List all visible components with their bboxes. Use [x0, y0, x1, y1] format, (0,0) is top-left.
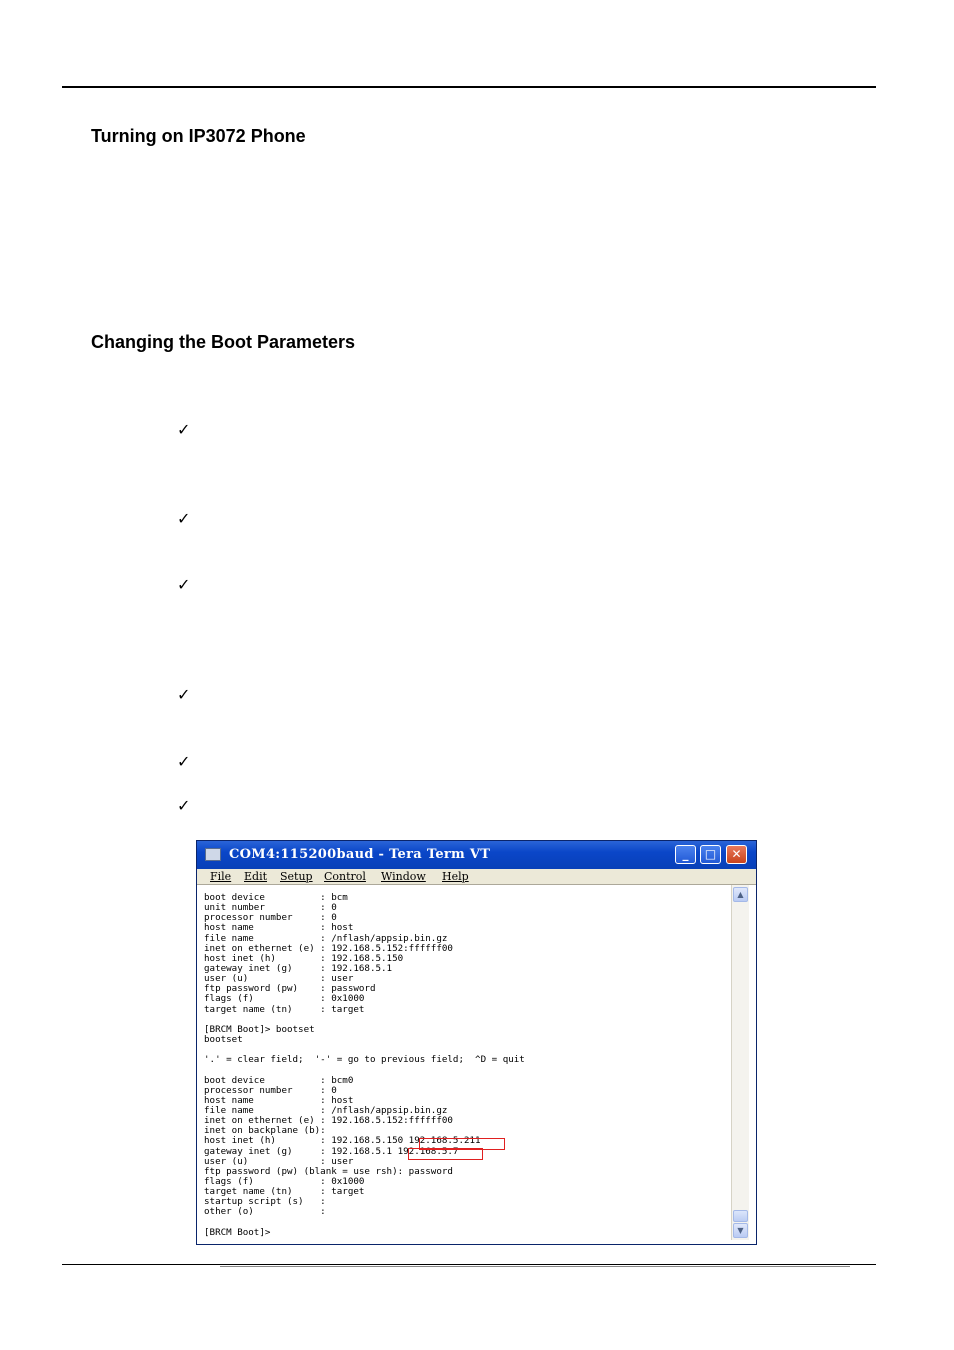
- scroll-up-icon[interactable]: ▲: [733, 887, 748, 902]
- terminal-line: ftp password (pw) (blank = use rsh): password: [204, 1165, 453, 1177]
- terminal-line: unit number : 0: [204, 902, 337, 914]
- terminal-line: flags (f) : 0x1000: [204, 1175, 365, 1187]
- terminal-line: target name (tn) : target: [204, 1003, 365, 1015]
- footer-rule-secondary: [220, 1266, 850, 1267]
- terminal-output[interactable]: [204, 893, 729, 1238]
- footer-rule: [62, 1264, 876, 1265]
- menu-edit[interactable]: Edit: [244, 870, 268, 883]
- terminal-line: '.' = clear field; '-' = go to previous field; ^D = quit: [204, 1054, 525, 1066]
- terminal-line: inet on ethernet (e) : 192.168.5.152:ffffff00: [204, 942, 453, 954]
- terminal-line: user (u) : user: [204, 973, 354, 985]
- terminal-line: file name : /nflash/appsip.bin.gz: [204, 932, 448, 944]
- terminal-line: ftp password (pw) : password: [204, 983, 376, 995]
- checkmark-icon: ✓: [177, 685, 191, 704]
- terminal-line: processor number : 0: [204, 1084, 337, 1096]
- checkmark-icon: ✓: [177, 420, 191, 439]
- terminal-line: target name (tn) : target: [204, 1186, 365, 1198]
- terminal-line: user (u) : user: [204, 1155, 354, 1167]
- checkmark-icon: ✓: [177, 575, 191, 594]
- menu-window[interactable]: Window: [381, 870, 426, 883]
- terminal-line: file name : /nflash/appsip.bin.gz: [204, 1104, 448, 1116]
- terminal-line: [204, 1065, 729, 1075]
- section-heading-changing-boot: Changing the Boot Parameters: [91, 332, 356, 352]
- window-title: COM4:115200baud - Tera Term VT: [229, 847, 491, 862]
- section-heading-turning-on: Turning on IP3072 Phone: [91, 126, 306, 146]
- checkmark-icon: ✓: [177, 796, 191, 815]
- close-button[interactable]: ✕: [726, 845, 747, 864]
- terminal-line: startup script (s) :: [204, 1196, 326, 1208]
- tera-term-window: [196, 840, 757, 1245]
- terminal-app-icon: [205, 848, 221, 861]
- menu-bar: [197, 869, 756, 885]
- scroll-thumb[interactable]: [733, 1210, 748, 1222]
- terminal-line: host name : host: [204, 922, 354, 934]
- title-bar[interactable]: [197, 841, 756, 869]
- terminal-line: [BRCM Boot]> bootset: [204, 1023, 315, 1035]
- terminal-line: [BRCM Boot]>: [204, 1226, 271, 1238]
- terminal-line: other (o) :: [204, 1206, 326, 1218]
- maximize-button[interactable]: □: [700, 845, 721, 864]
- terminal-line: host inet (h) : 192.168.5.150: [204, 952, 404, 964]
- checkmark-icon: ✓: [177, 752, 191, 771]
- terminal-line: boot device : bcm: [204, 893, 348, 903]
- minimize-button[interactable]: _: [675, 845, 696, 864]
- terminal-line: inet on ethernet (e) : 192.168.5.152:ffffff00: [204, 1115, 453, 1127]
- checkmark-icon: ✓: [177, 509, 191, 528]
- menu-file[interactable]: File: [210, 870, 232, 883]
- highlight-gateway-inet-box: [408, 1148, 483, 1160]
- menu-setup[interactable]: Setup: [280, 870, 313, 883]
- terminal-line: [204, 1218, 729, 1228]
- header-rule: [62, 86, 876, 88]
- terminal-line: boot device : bcm0: [204, 1074, 354, 1086]
- terminal-line: inet on backplane (b):: [204, 1125, 326, 1137]
- scroll-down-icon[interactable]: ▼: [733, 1223, 748, 1238]
- terminal-line: gateway inet (g) : 192.168.5.1 192.168.5.7: [204, 1145, 459, 1157]
- menu-help[interactable]: Help: [442, 870, 469, 883]
- terminal-line: processor number : 0: [204, 912, 337, 924]
- terminal-line: bootset: [204, 1033, 243, 1045]
- vertical-scrollbar[interactable]: [731, 885, 749, 1240]
- terminal-line: gateway inet (g) : 192.168.5.1: [204, 962, 393, 974]
- terminal-line: host inet (h) : 192.168.5.150 192.168.5.211: [204, 1135, 481, 1147]
- terminal-line: host name : host: [204, 1094, 354, 1106]
- menu-control[interactable]: Control: [324, 870, 366, 883]
- terminal-line: flags (f) : 0x1000: [204, 993, 365, 1005]
